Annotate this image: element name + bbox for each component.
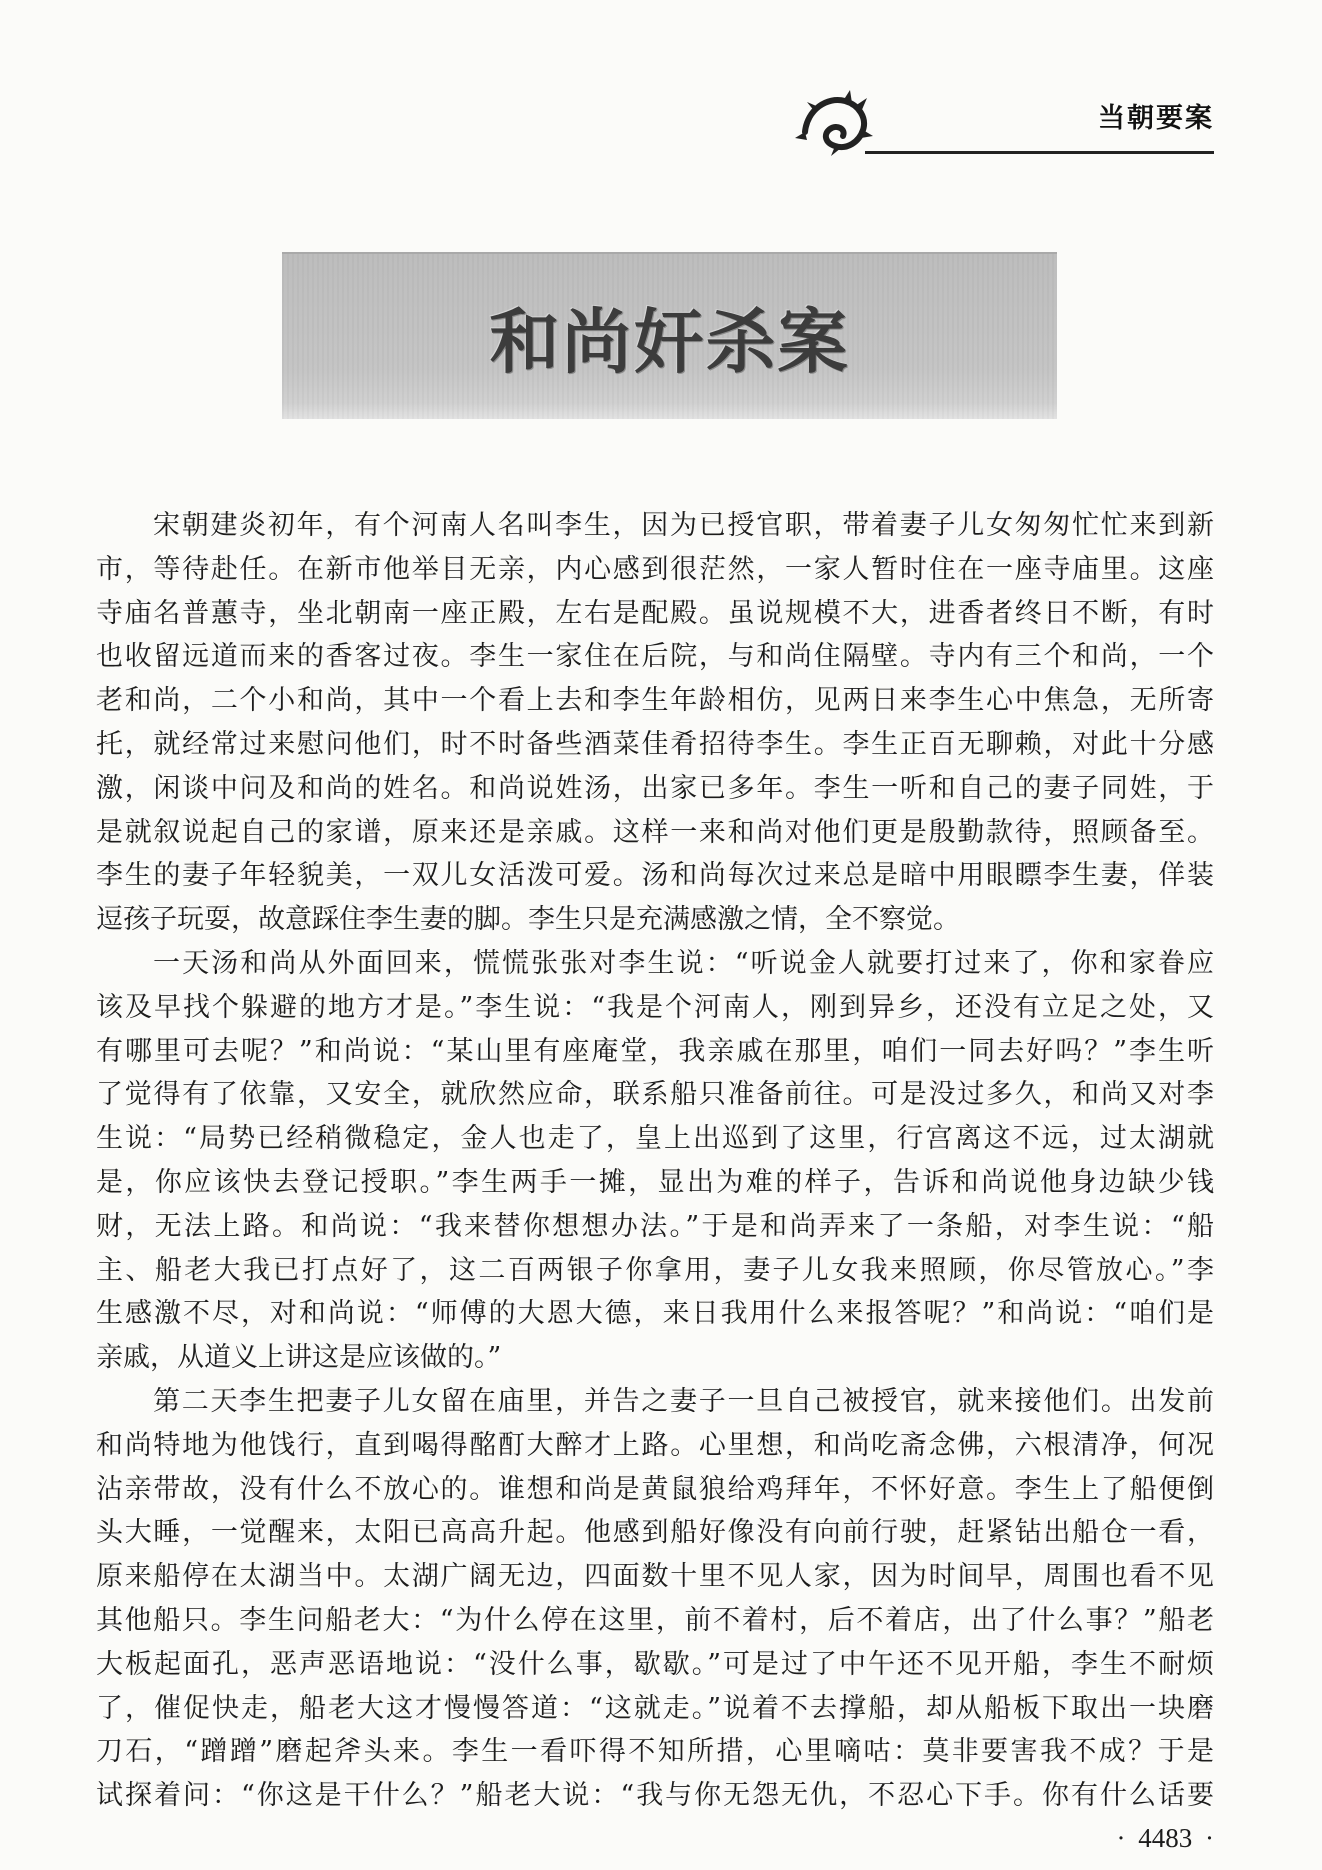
text-line: 和尚特地为他饯行，直到喝得酩酊大醉才上路。心里想，和尚吃斋念佛，六根清净，何况 [96,1429,1214,1461]
text-line: 李生的妻子年轻貌美，一双儿女活泼可爱。汤和尚每次过来总是暗中用眼瞟李生妻，佯装 [96,860,1214,892]
article-body [96,504,1214,1818]
text-line: 宋朝建炎初年，有个河南人名叫李生，因为已授官职，带着妻子儿女匆匆忙忙来到新 [153,510,1214,541]
text-line: 生感激不尽，对和尚说：“师傅的大恩大德，来日我用什么来报答呢？”和尚说：“咱们是 [96,1298,1214,1330]
paragraph [96,942,1214,1380]
page-number: · 4483 · [1116,1823,1214,1853]
text-line: 生说：“局势已经稍微稳定，金人也走了，皇上出巡到了这里，行宫离这不远，过太湖就 [96,1123,1214,1155]
text-line: 第二天李生把妻子儿女留在庙里，并告之妻子一旦自己被授官，就来接他们。出发前 [153,1385,1214,1417]
text-line: 亲戚，从道义上讲这是应该做的。” [96,1342,502,1374]
text-line: 试探着问：“你这是干什么？”船老大说：“我与你无怨无仇，不忍心下手。你有什么话要 [96,1780,1214,1812]
text-line: 刀石，“蹭蹭”磨起斧头来。李生一看吓得不知所措，心里嘀咕：莫非要害我不成？于是 [96,1736,1214,1768]
text-line: 逗孩子玩耍，故意踩住李生妻的脚。李生只是充满感激之情，全不察觉。 [96,904,960,936]
text-line: 一天汤和尚从外面回来，慌慌张张对李生说：“听说金人就要打过来了，你和家眷应 [153,947,1214,979]
text-line: 也收留远道而来的香客过夜。李生一家住在后院，与和尚住隔壁。寺内有三个和尚，一个 [96,641,1214,673]
article-title: 和尚奸杀案 [489,300,850,383]
text-line: 该及早找个躲避的地方才是。”李生说：“我是个河南人，刚到异乡，还没有立足之处，又 [96,991,1214,1023]
text-line: 老和尚，二个小和尚，其中一个看上去和李生年龄相仿，见两日来李生心中焦急，无所寄 [96,685,1214,717]
text-line: 财，无法上路。和尚说：“我来替你想想办法。”于是和尚弄来了一条船，对李生说：“船 [96,1210,1214,1242]
text-line: 其他船只。李生问船老大：“为什么停在这里，前不着村，后不着店，出了什么事？”船老 [96,1604,1214,1636]
text-line: 了，催促快走，船老大这才慢慢答道：“这就走。”说着不去撑船，却从船板下取出一块磨 [96,1692,1214,1724]
text-line: 大板起面孔，恶声恶语地说：“没什么事，歇歇。”可是过了中午还不见开船，李生不耐烦 [96,1648,1214,1680]
text-line: 原来船停在太湖当中。太湖广阔无边，四面数十里不见人家，因为时间早，周围也看不见 [96,1561,1214,1593]
text-line: 是就叙说起自己的家谱，原来还是亲戚。这样一来和尚对他们更是殷勤款待，照顾备至。 [96,816,1214,848]
text-line: 激，闲谈中问及和尚的姓名。和尚说姓汤，出家已多年。李生一听和自己的妻子同姓，于 [96,772,1214,804]
dragon-emblem-icon [793,88,875,158]
text-line: 是，你应该快去登记授职。”李生两手一摊，显出为难的样子，告诉和尚说他身边缺少钱 [96,1166,1214,1198]
header-rule [865,151,1214,154]
section-title: 当朝要案 [1098,103,1214,134]
paragraph [96,504,1214,942]
text-line: 了觉得有了依靠，又安全，就欣然应命，联系船只准备前往。可是没过多久，和尚又对李 [96,1079,1214,1111]
text-line: 沾亲带故，没有什么不放心的。谁想和尚是黄鼠狼给鸡拜年，不怀好意。李生上了船便倒 [96,1473,1214,1505]
text-line: 寺庙名普蕙寺，坐北朝南一座正殿，左右是配殿。虽说规模不大，进香者终日不断，有时 [96,597,1214,629]
text-line: 主、船老大我已打点好了，这二百两银子你拿用，妻子儿女我来照顾，你尽管放心。”李 [96,1254,1214,1286]
text-line: 有哪里可去呢？”和尚说：“某山里有座庵堂，我亲戚在那里，咱们一同去好吗？”李生听 [96,1035,1214,1067]
text-line: 头大睡，一觉醒来，太阳已高高升起。他感到船好像没有向前行驶，赶紧钻出船仓一看， [96,1517,1214,1549]
paragraph [96,1380,1214,1818]
text-line: 托，就经常过来慰问他们，时不时备些酒菜佳肴招待李生。李生正百无聊赖，对此十分感 [96,728,1214,760]
text-line: 市，等待赴任。在新市他举目无亲，内心感到很茫然，一家人暂时住在一座寺庙里。这座 [96,553,1214,585]
title-banner [282,252,1057,419]
